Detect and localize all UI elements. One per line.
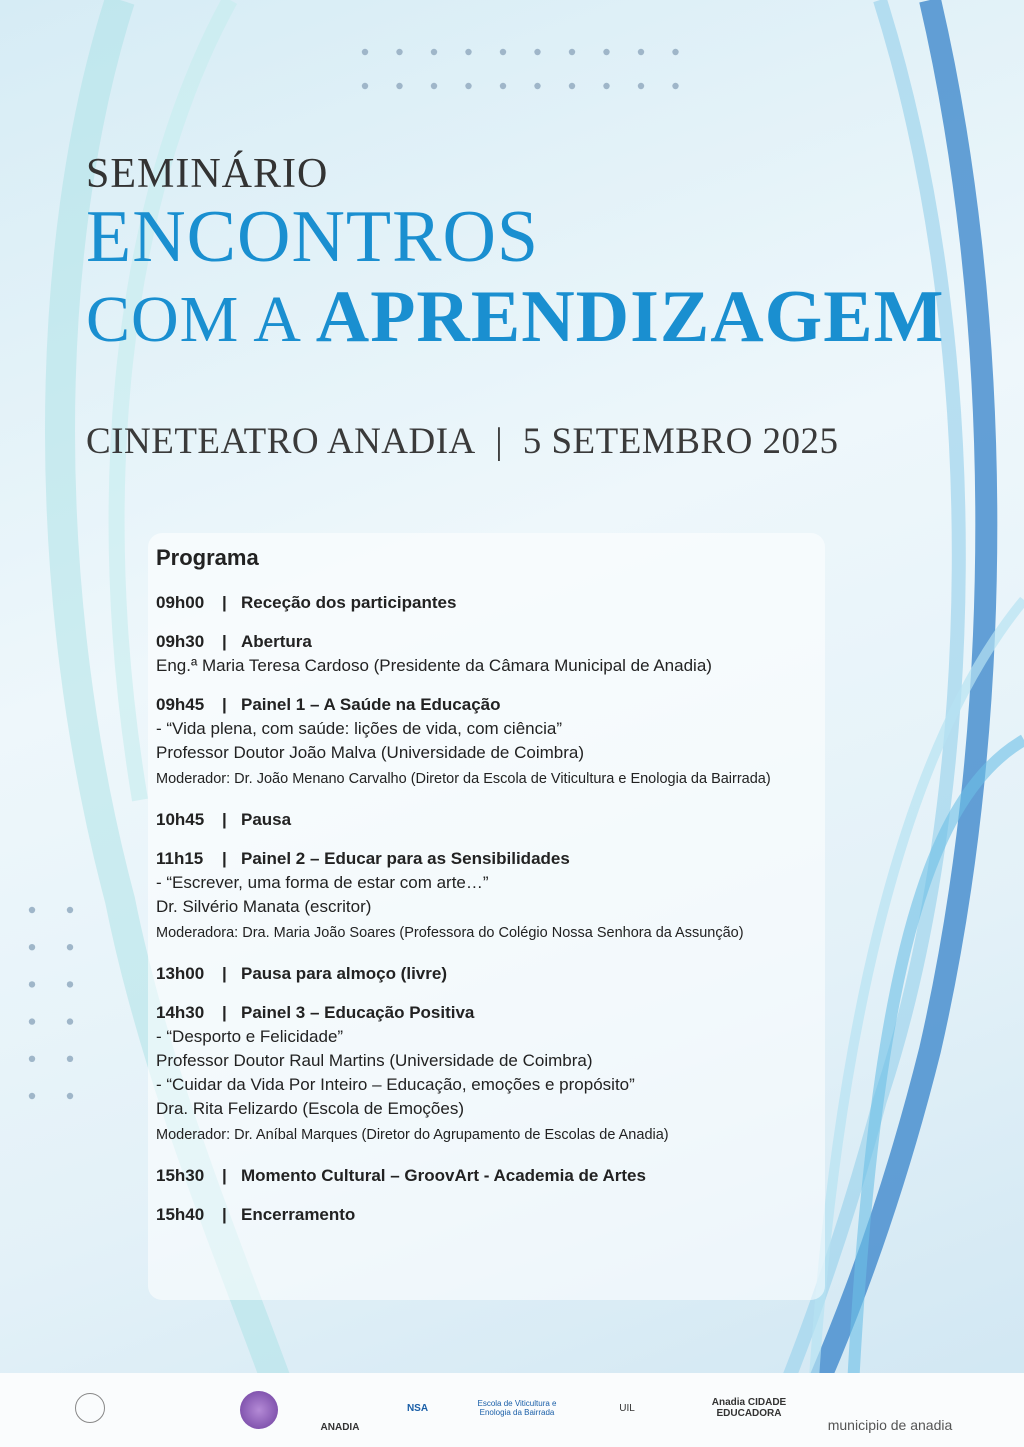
decor-dot	[67, 1018, 73, 1024]
entry-time: 11h15	[156, 849, 204, 868]
entry-time: 09h45	[156, 695, 205, 714]
decor-dot	[603, 83, 609, 89]
separator: |	[222, 632, 227, 651]
logo-text: UIL	[619, 1402, 635, 1414]
decor-dot	[29, 907, 35, 913]
moderator-line: Moderadora: Dra. Maria João Soares (Professora do Colégio Nossa Senhora da Assunção)	[156, 925, 744, 941]
decor-dot	[67, 944, 73, 950]
decor-dot	[603, 49, 609, 55]
entry-title: Receção dos participantes	[241, 593, 457, 612]
decor-dot	[67, 1093, 73, 1099]
separator: |	[222, 1205, 227, 1224]
agrupamento-logo	[310, 1383, 370, 1433]
talk-line: - “Desporto e Felicidade”	[156, 1027, 344, 1046]
pre-title: SEMINÁRIO	[86, 151, 329, 197]
entry-title: Momento Cultural – GroovArt - Academia de Artes	[241, 1166, 646, 1185]
title-line-2	[86, 275, 944, 360]
entry-time: 15h40	[156, 1205, 205, 1224]
talk-line: Eng.ª Maria Teresa Cardoso (Presidente da Câmara Municipal de Anadia)	[156, 656, 712, 675]
decor-dot	[29, 981, 35, 987]
decor-dot	[638, 49, 644, 55]
decor-dot	[362, 83, 368, 89]
entry-title: Painel 2 – Educar para as Sensibilidades	[241, 849, 570, 868]
unesco-uil-logo	[592, 1383, 662, 1433]
separator: |	[222, 1003, 227, 1022]
decor-dot	[67, 1056, 73, 1062]
decor-dot	[362, 49, 368, 55]
escola-viticultura-logo	[472, 1383, 562, 1433]
decor-dot	[638, 83, 644, 89]
decor-dot	[67, 907, 73, 913]
decor-dot	[534, 49, 540, 55]
decor-dot	[29, 1018, 35, 1024]
footer-logos	[0, 1373, 1024, 1447]
logo-text: Anadia CIDADE EDUCADORA	[711, 1397, 787, 1419]
separator: |	[222, 810, 227, 829]
program-entry	[156, 1203, 817, 1227]
title-com-a: COM A	[86, 283, 299, 356]
separator: |	[222, 849, 227, 868]
moderator-line: Moderador: Dr. Aníbal Marques (Diretor do Agrupamento de Escolas de Anadia)	[156, 1127, 669, 1143]
talk-line: Professor Doutor João Malva (Universidade de Coimbra)	[156, 743, 585, 762]
program-entry	[156, 847, 817, 947]
decor-dot	[29, 944, 35, 950]
cnsa-logo	[395, 1383, 440, 1433]
decor-dot	[465, 83, 471, 89]
separator: |	[222, 695, 227, 714]
decor-dot	[500, 83, 506, 89]
entry-time: 09h30	[156, 632, 205, 651]
smiley-logo	[70, 1383, 110, 1433]
program-entry	[156, 693, 817, 793]
program-entry	[156, 962, 817, 986]
venue: CINETEATRO ANADIA	[86, 421, 476, 462]
program-entry	[156, 630, 817, 678]
program-entry	[156, 591, 817, 615]
decor-dot	[431, 49, 437, 55]
program-entry	[156, 1164, 817, 1188]
logo-text: Escola de Viticultura e Enologia da Bairrada	[477, 1399, 557, 1417]
municipio-anadia-logo	[820, 1383, 960, 1433]
talk-line: Professor Doutor Raul Martins (Universidade de Coimbra)	[156, 1051, 593, 1070]
separator: |	[222, 964, 227, 983]
decor-dot	[431, 83, 437, 89]
program-heading: Programa	[156, 545, 259, 570]
purple-plant-logo	[240, 1391, 278, 1429]
decor-dot	[29, 1093, 35, 1099]
decor-dot	[396, 83, 402, 89]
logo-text: NSA	[406, 1402, 429, 1414]
entry-time: 14h30	[156, 1003, 205, 1022]
program-entry	[156, 1001, 817, 1149]
event-date: 5 SETEMBRO 2025	[522, 421, 839, 462]
decor-dot	[534, 83, 540, 89]
decor-dot	[672, 49, 678, 55]
separator: |	[222, 593, 227, 612]
entry-title: Pausa para almoço (livre)	[241, 964, 447, 983]
talk-line: - “Vida plena, com saúde: lições de vida, com ciência”	[156, 719, 562, 738]
entry-title: Painel 1 – A Saúde na Educação	[241, 695, 501, 714]
entry-title: Pausa	[241, 810, 292, 829]
decor-dot	[500, 49, 506, 55]
entry-time: 13h00	[156, 964, 205, 983]
talk-line: - “Cuidar da Vida Por Inteiro – Educação, emoções e propósito”	[156, 1075, 635, 1094]
entry-title: Abertura	[241, 632, 312, 651]
program-entry	[156, 808, 817, 832]
decor-dot	[569, 83, 575, 89]
program-card	[148, 533, 825, 1300]
talk-line: Dr. Silvério Manata (escritor)	[156, 897, 372, 916]
separator: |	[495, 421, 504, 462]
decor-dot	[29, 1056, 35, 1062]
logo-text: ANADIA	[320, 1422, 360, 1433]
entry-title: Painel 3 – Educação Positiva	[241, 1003, 475, 1022]
decor-dot	[465, 49, 471, 55]
separator: |	[222, 1166, 227, 1185]
decor-dot	[67, 981, 73, 987]
venue-date	[86, 420, 839, 463]
moderator-line: Moderador: Dr. João Menano Carvalho (Diretor da Escola de Viticultura e Enologia da Bairrada)	[156, 771, 771, 787]
entry-time: 10h45	[156, 810, 205, 829]
talk-line: - “Escrever, uma forma de estar com arte…”	[156, 873, 489, 892]
logo-text: municipio de anadia	[827, 1417, 953, 1433]
talk-line: Dra. Rita Felizardo (Escola de Emoções)	[156, 1099, 465, 1118]
decor-dot	[672, 83, 678, 89]
entry-title: Encerramento	[241, 1205, 356, 1224]
title-line-1: ENCONTROS	[86, 196, 540, 278]
title-aprendizagem: APRENDIZAGEM	[315, 276, 945, 358]
decor-dot	[569, 49, 575, 55]
decor-dot	[396, 49, 402, 55]
entry-time: 15h30	[156, 1166, 205, 1185]
entry-time: 09h00	[156, 593, 205, 612]
anadia-cidade-educadora-logo	[704, 1383, 794, 1433]
